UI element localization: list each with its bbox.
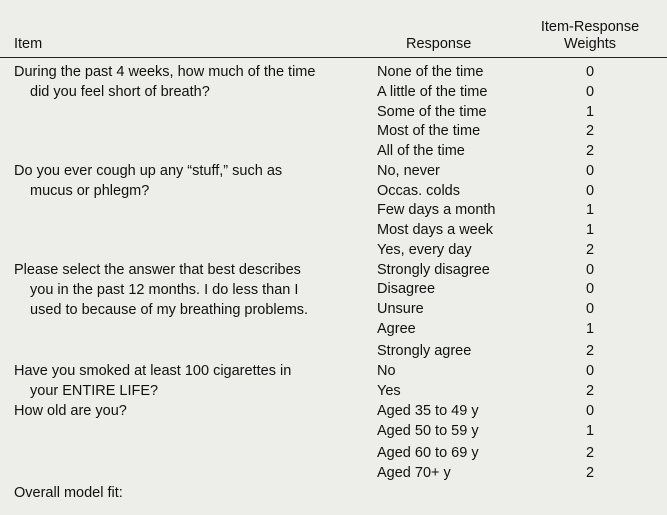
response-label: Aged 70+ y (377, 465, 451, 481)
question-line: used to because of my breathing problems. (30, 302, 309, 318)
response-label: Agree (377, 321, 416, 337)
response-label: Strongly agree (377, 343, 472, 359)
response-weight: 0 (585, 301, 595, 317)
response-label: Yes, every day (377, 242, 472, 258)
response-weight: 1 (585, 222, 595, 238)
question-line: Do you ever cough up any “stuff,” such as (14, 163, 283, 179)
response-label: No (377, 363, 396, 379)
response-weight: 1 (585, 104, 595, 120)
item-question (14, 260, 364, 320)
response-label: Aged 35 to 49 y (377, 403, 479, 419)
response-label: All of the time (377, 143, 465, 159)
response-weight: 2 (585, 242, 595, 258)
response-label: Occas. colds (377, 183, 460, 199)
response-weight: 0 (585, 403, 595, 419)
response-weight: 2 (585, 143, 595, 159)
item-question (14, 401, 364, 421)
response-weight: 0 (585, 163, 595, 179)
response-label: Some of the time (377, 104, 487, 120)
header-divider (0, 57, 667, 58)
response-weight: 0 (585, 262, 595, 278)
response-label: Most days a week (377, 222, 494, 238)
response-label: A little of the time (377, 84, 488, 100)
question-line: you in the past 12 months. I do less than I (30, 282, 299, 298)
response-label: Few days a month (377, 202, 496, 218)
response-label: Aged 50 to 59 y (377, 423, 479, 439)
overall-model-fit-label: Overall model fit: (14, 485, 123, 501)
question-line: Please select the answer that best describes (14, 262, 301, 278)
response-label: Aged 60 to 69 y (377, 445, 479, 461)
response-label: Strongly disagree (377, 262, 490, 278)
response-weight: 2 (585, 383, 595, 399)
response-weight: 0 (585, 84, 595, 100)
question-line: your ENTIRE LIFE? (30, 383, 159, 399)
response-label: No, never (377, 163, 440, 179)
item-question (14, 161, 364, 201)
response-weight: 0 (585, 281, 595, 297)
header-weights-line2: Weights (563, 36, 617, 52)
question-line: did you feel short of breath? (30, 84, 210, 100)
response-label: Unsure (377, 301, 424, 317)
response-weight: 0 (585, 363, 595, 379)
header-weights-line1: Item-Response (540, 19, 640, 35)
header-response: Response (406, 36, 472, 52)
response-weight: 2 (585, 123, 595, 139)
response-label: Disagree (377, 281, 436, 297)
response-weight: 2 (585, 465, 595, 481)
response-label: Most of the time (377, 123, 481, 139)
response-weight: 2 (585, 445, 595, 461)
question-line: mucus or phlegm? (30, 183, 150, 199)
response-label: None of the time (377, 64, 484, 80)
question-line: How old are you? (14, 403, 127, 419)
question-line: During the past 4 weeks, how much of the time (14, 64, 316, 80)
response-weight: 1 (585, 321, 595, 337)
response-label: Yes (377, 383, 401, 399)
header-item: Item (14, 36, 43, 52)
response-weight: 1 (585, 202, 595, 218)
response-weight: 2 (585, 343, 595, 359)
item-question (14, 62, 364, 102)
response-weight: 0 (585, 183, 595, 199)
question-line: Have you smoked at least 100 cigarettes in (14, 363, 292, 379)
response-weight: 1 (585, 423, 595, 439)
response-weight: 0 (585, 64, 595, 80)
item-question (14, 361, 364, 401)
